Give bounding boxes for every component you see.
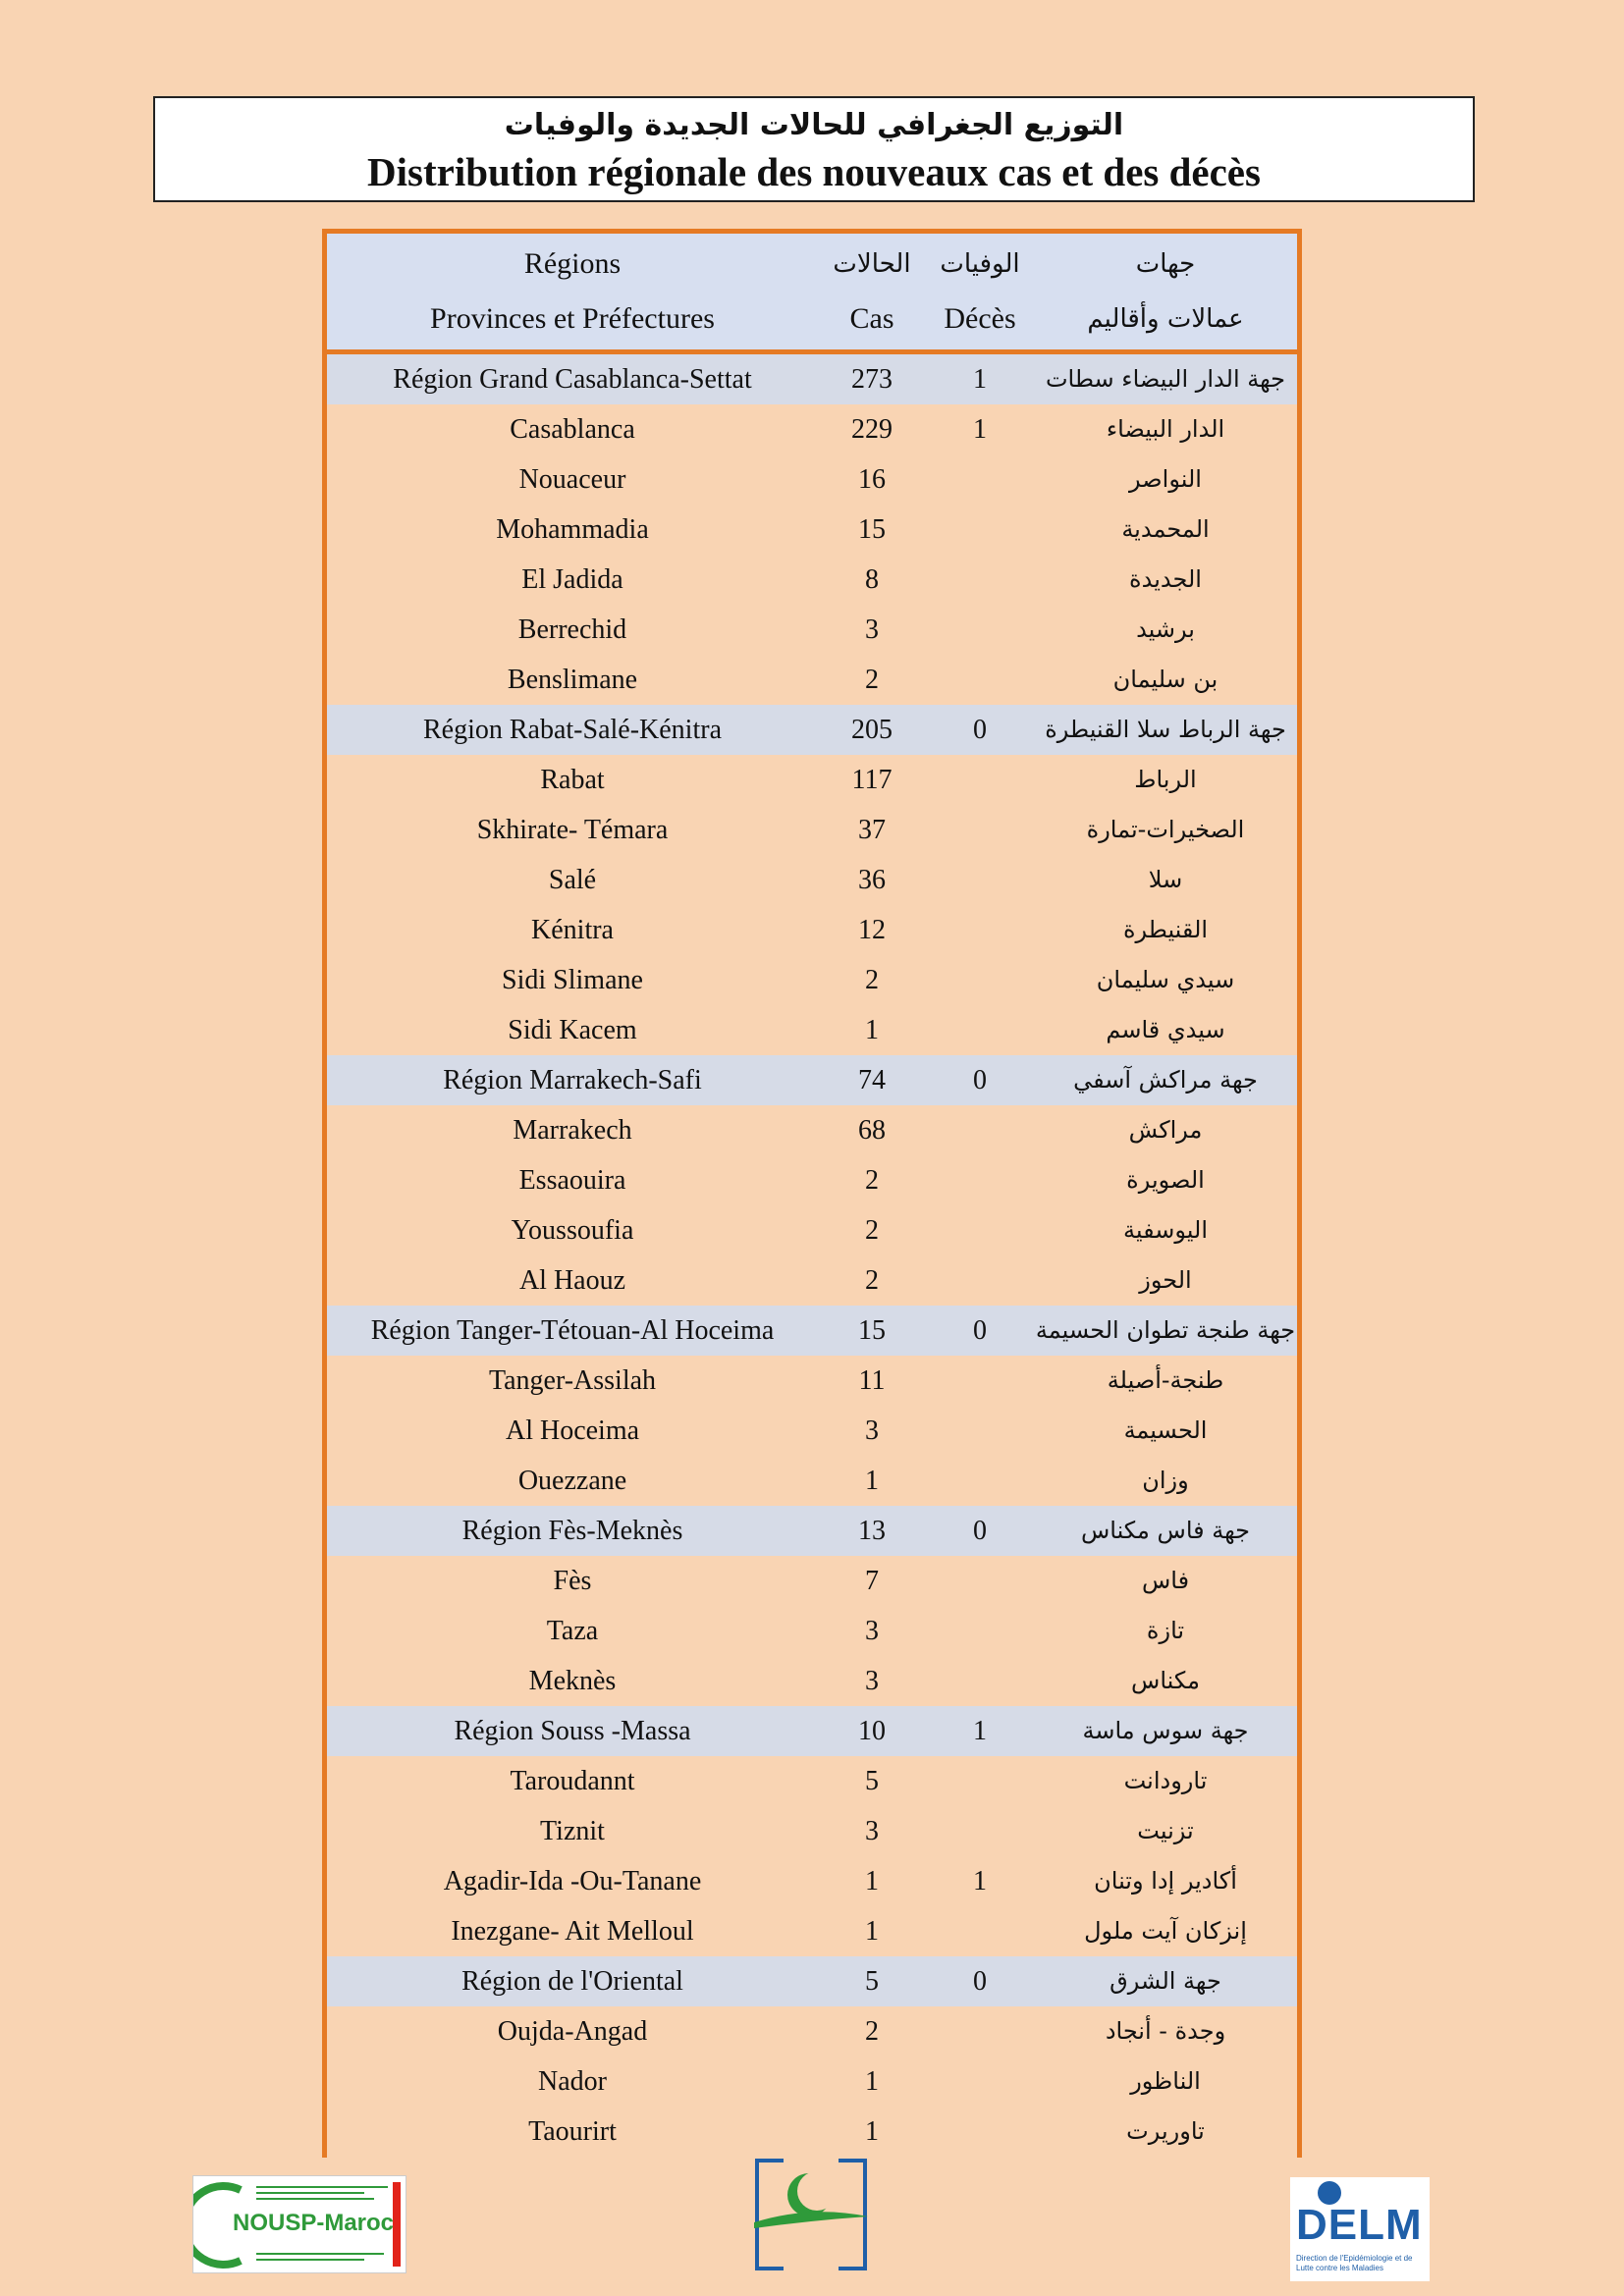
row-name-cell: Inezgane- Ait Melloul [451, 1916, 694, 1947]
row-deces-cell [926, 1005, 1034, 1055]
row-name-cell: Région Grand Casablanca-Settat [393, 364, 752, 395]
header-deces-arabic: الوفيات [940, 249, 1020, 279]
row-arabic-name-cell: الناظور [1130, 2067, 1201, 2095]
row-deces-cell: 0 [973, 1065, 987, 1095]
row-deces-cell: 1 [973, 1866, 987, 1896]
delm-logo-subtitle: Direction de l'Epidémiologie et de Lutte contre les Maladies [1296, 2254, 1413, 2272]
row-deces-cell [926, 2056, 1034, 2107]
row-arabic-name-cell: تاوريرت [1126, 2117, 1205, 2145]
row-cas-cell: 68 [858, 1115, 886, 1146]
row-cas-cell: 2 [865, 1215, 879, 1246]
row-deces-cell: 1 [973, 364, 987, 395]
row-arabic-name-cell: الحسيمة [1123, 1416, 1208, 1444]
province-row [327, 805, 1297, 855]
row-arabic-name-cell: مراكش [1128, 1116, 1203, 1144]
row-deces-cell [926, 505, 1034, 555]
province-row [327, 1005, 1297, 1055]
row-deces-cell [926, 1606, 1034, 1656]
row-name-cell: Tiznit [540, 1816, 605, 1846]
region-row [327, 705, 1297, 755]
header-cas-french: Cas [849, 302, 894, 335]
row-deces-cell: 1 [973, 414, 987, 445]
province-row [327, 1356, 1297, 1406]
header-regions [327, 234, 818, 349]
row-deces-cell: 0 [973, 715, 987, 745]
row-cas-cell: 273 [851, 364, 893, 395]
nousp-maroc-logo [192, 2175, 406, 2273]
title-arabic: التوزيع الجغرافي للحالات الجديدة والوفيات [504, 108, 1124, 142]
header-deces [926, 234, 1034, 349]
row-arabic-name-cell: جهة سوس ماسة [1082, 1717, 1249, 1744]
row-deces-cell: 0 [973, 1966, 987, 1997]
province-row [327, 1406, 1297, 1456]
province-row [327, 1255, 1297, 1306]
title-box [153, 96, 1475, 202]
row-name-cell: Rabat [540, 765, 605, 795]
row-cas-cell: 15 [858, 1315, 886, 1346]
row-deces-cell [926, 555, 1034, 605]
row-cas-cell: 1 [865, 1916, 879, 1947]
row-cas-cell: 13 [858, 1516, 886, 1546]
province-row [327, 955, 1297, 1005]
row-arabic-name-cell: سلا [1148, 866, 1183, 893]
row-cas-cell: 10 [858, 1716, 886, 1746]
row-cas-cell: 2 [865, 1165, 879, 1196]
row-deces-cell [926, 1806, 1034, 1856]
province-row [327, 1656, 1297, 1706]
row-arabic-name-cell: وجدة - أنجاد [1105, 2017, 1226, 2045]
row-deces-cell [926, 1456, 1034, 1506]
row-name-cell: Al Hoceima [505, 1415, 640, 1446]
row-name-cell: Sidi Slimane [502, 965, 643, 995]
row-name-cell: Taourirt [528, 2116, 617, 2147]
province-row [327, 605, 1297, 655]
province-row [327, 404, 1297, 454]
row-name-cell: Région Tanger-Tétouan-Al Hoceima [370, 1315, 775, 1346]
row-deces-cell [926, 805, 1034, 855]
delm-logo [1290, 2177, 1430, 2281]
header-jihat-line2: عمالات وأقاليم [1087, 304, 1244, 334]
header-cas [818, 234, 926, 349]
row-name-cell: Casablanca [510, 414, 635, 445]
row-cas-cell: 5 [865, 1966, 879, 1997]
row-name-cell: Région Souss -Massa [454, 1716, 691, 1746]
row-cas-cell: 3 [865, 1816, 879, 1846]
province-row [327, 555, 1297, 605]
row-name-cell: Fès [553, 1566, 592, 1596]
row-name-cell: Salé [548, 865, 597, 895]
row-name-cell: Sidi Kacem [508, 1015, 637, 1045]
header-deces-french: Décès [944, 302, 1016, 335]
row-name-cell: Skhirate- Témara [476, 815, 669, 845]
row-arabic-name-cell: طنجة-أصيلة [1107, 1366, 1224, 1394]
row-deces-cell [926, 655, 1034, 705]
row-arabic-name-cell: سيدي سليمان [1096, 966, 1235, 993]
row-name-cell: Taroudannt [510, 1766, 635, 1796]
province-row [327, 2006, 1297, 2056]
row-name-cell: Région Fès-Meknès [461, 1516, 683, 1546]
row-cas-cell: 3 [865, 614, 879, 645]
region-row [327, 1706, 1297, 1756]
province-row [327, 2107, 1297, 2157]
delm-logo-text: DELM [1296, 2201, 1423, 2249]
row-cas-cell: 1 [865, 1466, 879, 1496]
nousp-logo-text: NOUSP-Maroc [233, 2210, 395, 2236]
row-cas-cell: 12 [858, 915, 886, 945]
row-cas-cell: 8 [865, 564, 879, 595]
row-cas-cell: 1 [865, 1866, 879, 1896]
row-name-cell: Région Marrakech-Safi [443, 1065, 702, 1095]
province-row [327, 1456, 1297, 1506]
header-jihat [1034, 234, 1297, 349]
row-arabic-name-cell: الدار البيضاء [1106, 415, 1225, 443]
table-body [327, 354, 1297, 2157]
row-arabic-name-cell: جهة مراكش آسفي [1073, 1066, 1258, 1094]
row-arabic-name-cell: الرباط [1134, 766, 1197, 793]
row-arabic-name-cell: سيدي قاسم [1106, 1016, 1225, 1043]
row-name-cell: Youssoufia [511, 1215, 634, 1246]
row-arabic-name-cell: فاس [1141, 1567, 1190, 1594]
row-arabic-name-cell: الصخيرات-تمارة [1086, 816, 1245, 843]
row-arabic-name-cell: الصويرة [1126, 1166, 1205, 1194]
region-row [327, 1055, 1297, 1105]
province-row [327, 1906, 1297, 1956]
row-deces-cell [926, 605, 1034, 655]
row-name-cell: Essaouira [518, 1165, 626, 1196]
header-regions-line2: Provinces et Préfectures [430, 302, 715, 335]
row-cas-cell: 74 [858, 1065, 886, 1095]
row-name-cell: Région Rabat-Salé-Kénitra [422, 715, 722, 745]
row-arabic-name-cell: برشيد [1136, 615, 1195, 643]
row-deces-cell [926, 1255, 1034, 1306]
row-deces-cell: 0 [973, 1315, 987, 1346]
province-row [327, 755, 1297, 805]
row-deces-cell [926, 454, 1034, 505]
row-arabic-name-cell: الجديدة [1129, 565, 1202, 593]
province-row [327, 2056, 1297, 2107]
row-deces-cell [926, 855, 1034, 905]
row-name-cell: Ouezzane [517, 1466, 627, 1496]
row-arabic-name-cell: النواصر [1129, 465, 1202, 493]
row-arabic-name-cell: جهة الشرق [1110, 1967, 1221, 1995]
row-cas-cell: 1 [865, 2116, 879, 2147]
row-name-cell: Al Haouz [518, 1265, 626, 1296]
table-header [327, 234, 1297, 354]
province-row [327, 1155, 1297, 1205]
row-name-cell: Berrechid [517, 614, 627, 645]
province-row [327, 1105, 1297, 1155]
row-deces-cell [926, 2107, 1034, 2157]
row-cas-cell: 1 [865, 1015, 879, 1045]
row-arabic-name-cell: تزنيت [1137, 1817, 1194, 1844]
row-cas-cell: 2 [865, 1265, 879, 1296]
row-cas-cell: 2 [865, 665, 879, 695]
row-cas-cell: 37 [858, 815, 886, 845]
province-row [327, 655, 1297, 705]
row-deces-cell [926, 1906, 1034, 1956]
row-deces-cell [926, 2006, 1034, 2056]
row-deces-cell [926, 1556, 1034, 1606]
header-regions-line1: Régions [523, 247, 622, 280]
row-arabic-name-cell: جهة فاس مكناس [1080, 1517, 1251, 1544]
province-row [327, 1556, 1297, 1606]
row-name-cell: Meknès [528, 1666, 617, 1696]
province-row [327, 505, 1297, 555]
row-arabic-name-cell: جهة طنجة تطوان الحسيمة [1035, 1316, 1296, 1344]
row-deces-cell [926, 1756, 1034, 1806]
header-cas-arabic: الحالات [833, 249, 911, 279]
row-arabic-name-cell: القنيطرة [1122, 916, 1209, 943]
row-arabic-name-cell: أكادير إدا وتنان [1094, 1867, 1237, 1895]
row-name-cell: Région de l'Oriental [461, 1966, 683, 1997]
province-row [327, 454, 1297, 505]
row-arabic-name-cell: مكناس [1131, 1667, 1200, 1694]
row-cas-cell: 36 [858, 865, 886, 895]
row-cas-cell: 3 [865, 1616, 879, 1646]
province-row [327, 905, 1297, 955]
row-deces-cell [926, 1406, 1034, 1456]
row-cas-cell: 7 [865, 1566, 879, 1596]
row-name-cell: Taza [546, 1616, 599, 1646]
region-row [327, 354, 1297, 404]
row-deces-cell [926, 1155, 1034, 1205]
row-cas-cell: 117 [851, 765, 893, 795]
row-cas-cell: 3 [865, 1666, 879, 1696]
ministry-crescent-logo [754, 2158, 868, 2271]
row-deces-cell: 0 [973, 1516, 987, 1546]
row-name-cell: Agadir-Ida -Ou-Tanane [443, 1866, 702, 1896]
row-name-cell: Tanger-Assilah [488, 1365, 657, 1396]
row-cas-cell: 15 [858, 514, 886, 545]
row-name-cell: Oujda-Angad [497, 2016, 648, 2047]
row-deces-cell [926, 955, 1034, 1005]
province-row [327, 855, 1297, 905]
row-name-cell: El Jadida [521, 564, 623, 595]
row-cas-cell: 229 [851, 414, 893, 445]
row-arabic-name-cell: جهة الرباط سلا القنيطرة [1045, 716, 1286, 743]
row-arabic-name-cell: اليوسفية [1123, 1216, 1208, 1244]
row-name-cell: Kénitra [531, 915, 614, 945]
row-arabic-name-cell: جهة الدار البيضاء سطات [1045, 365, 1286, 393]
row-name-cell: Nador [538, 2066, 607, 2097]
row-cas-cell: 16 [858, 464, 886, 495]
region-row [327, 1956, 1297, 2006]
row-name-cell: Nouaceur [518, 464, 626, 495]
row-arabic-name-cell: تازة [1146, 1617, 1185, 1644]
row-name-cell: Mohammadia [496, 514, 649, 545]
row-arabic-name-cell: إنزكان آيت ملول [1084, 1917, 1247, 1945]
row-deces-cell [926, 1105, 1034, 1155]
row-arabic-name-cell: وزان [1142, 1467, 1189, 1494]
province-row [327, 1756, 1297, 1806]
row-deces-cell [926, 1356, 1034, 1406]
province-row [327, 1856, 1297, 1906]
row-deces-cell [926, 1205, 1034, 1255]
row-cas-cell: 1 [865, 2066, 879, 2097]
row-cas-cell: 3 [865, 1415, 879, 1446]
row-arabic-name-cell: المحمدية [1121, 515, 1210, 543]
province-row [327, 1606, 1297, 1656]
distribution-table [322, 229, 1302, 2158]
province-row [327, 1205, 1297, 1255]
row-cas-cell: 205 [851, 715, 893, 745]
title-french: Distribution régionale des nouveaux cas et des décès [367, 149, 1261, 194]
row-cas-cell: 5 [865, 1766, 879, 1796]
row-arabic-name-cell: تارودانت [1123, 1767, 1208, 1794]
row-cas-cell: 11 [858, 1365, 886, 1396]
row-arabic-name-cell: بن سليمان [1112, 666, 1218, 693]
row-deces-cell [926, 755, 1034, 805]
row-name-cell: Marrakech [513, 1115, 632, 1146]
row-cas-cell: 2 [865, 965, 879, 995]
header-jihat-line1: جهات [1135, 249, 1196, 279]
row-deces-cell: 1 [973, 1716, 987, 1746]
row-deces-cell [926, 905, 1034, 955]
province-row [327, 1806, 1297, 1856]
row-cas-cell: 2 [865, 2016, 879, 2047]
region-row [327, 1306, 1297, 1356]
region-row [327, 1506, 1297, 1556]
row-arabic-name-cell: الحوز [1139, 1266, 1192, 1294]
row-name-cell: Benslimane [507, 665, 638, 695]
row-deces-cell [926, 1656, 1034, 1706]
